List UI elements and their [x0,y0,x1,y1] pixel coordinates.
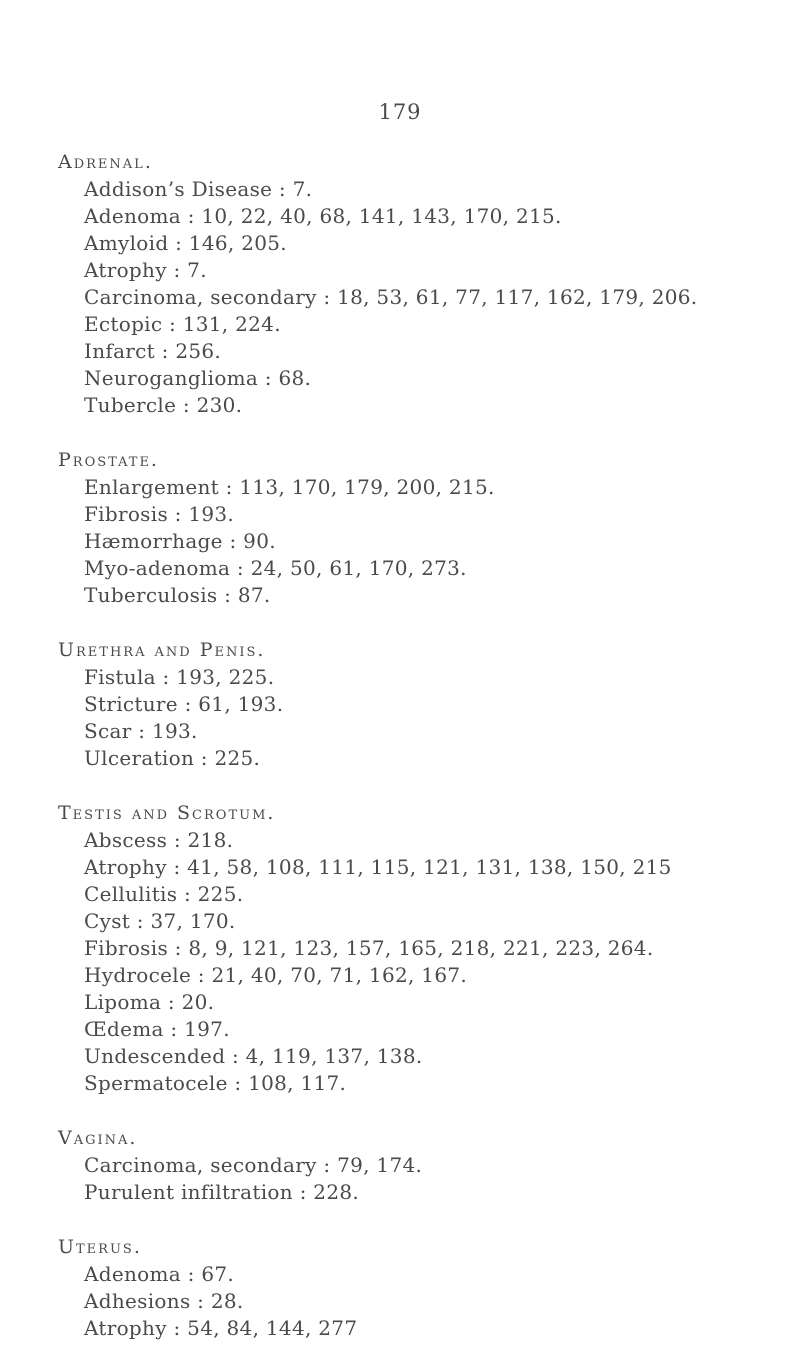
index-entry: Œdema : 197. [84,1017,230,1041]
index-entry: Myo-adenoma : 24, 50, 61, 170, 273. [84,556,467,580]
section-heading: Adrenal. [58,151,153,173]
index-entry: Stricture : 61, 193. [84,692,284,716]
index-entry: Adenoma : 67. [84,1262,235,1286]
index-entry: Ulceration : 225. [84,746,261,770]
index-entry: Amyloid : 146, 205. [84,231,287,255]
index-entry: Undescended : 4, 119, 137, 138. [84,1044,423,1068]
index-entry: Fibrosis : 8, 9, 121, 123, 157, 165, 218, 221, 223, 264. [84,936,654,960]
section-adrenal [58,148,788,419]
index-entry: Scar : 193. [84,719,198,743]
index-entry: Tubercle : 230. [84,393,243,417]
index-entry: Addison’s Disease : 7. [84,177,313,201]
index-entry: Hæmorrhage : 90. [84,529,276,553]
section-vagina [58,1124,788,1206]
index-entry: Infarct : 256. [84,339,222,363]
section-urethra-and-penis [58,636,788,772]
page-number: 179 [378,100,422,124]
section-uterus [58,1233,788,1342]
index-entry: Atrophy : 7. [84,258,207,282]
section-heading: Urethra and Penis. [58,639,266,661]
section-heading: Prostate. [58,449,159,471]
index-entry: Tuberculosis : 87. [84,583,271,607]
index-entry: Hydrocele : 21, 40, 70, 71, 162, 167. [84,963,468,987]
index-list [58,148,788,1369]
index-entry: Adhesions : 28. [84,1289,244,1313]
index-entry: Atrophy : 54, 84, 144, 277 [84,1316,358,1340]
index-entry: Neuroganglioma : 68. [84,366,312,390]
index-entry: Adenoma : 10, 22, 40, 68, 141, 143, 170, 215. [84,204,562,228]
index-entry: Ectopic : 131, 224. [84,312,281,336]
section-heading: Testis and Scrotum. [58,802,276,824]
index-entry: Cellulitis : 225. [84,882,244,906]
index-entry: Purulent infiltration : 228. [84,1180,360,1204]
index-entry: Carcinoma, secondary : 79, 174. [84,1153,423,1177]
section-heading: Uterus. [58,1236,142,1258]
index-entry: Abscess : 218. [84,828,234,852]
section-heading: Vagina. [58,1127,138,1149]
index-entry: Spermatocele : 108, 117. [84,1071,347,1095]
index-entry: Enlargement : 113, 170, 179, 200, 215. [84,475,495,499]
index-entry: Cyst : 37, 170. [84,909,236,933]
index-entry: Atrophy : 41, 58, 108, 111, 115, 121, 131, 138, 150, 215 [84,855,672,879]
section-testis-and-scrotum [58,799,788,1097]
section-prostate [58,446,788,609]
index-entry: Carcinoma, secondary : 18, 53, 61, 77, 117, 162, 179, 206. [84,285,698,309]
index-entry: Fibrosis : 193. [84,502,235,526]
index-entry: Fistula : 193, 225. [84,665,275,689]
index-entry: Lipoma : 20. [84,990,215,1014]
